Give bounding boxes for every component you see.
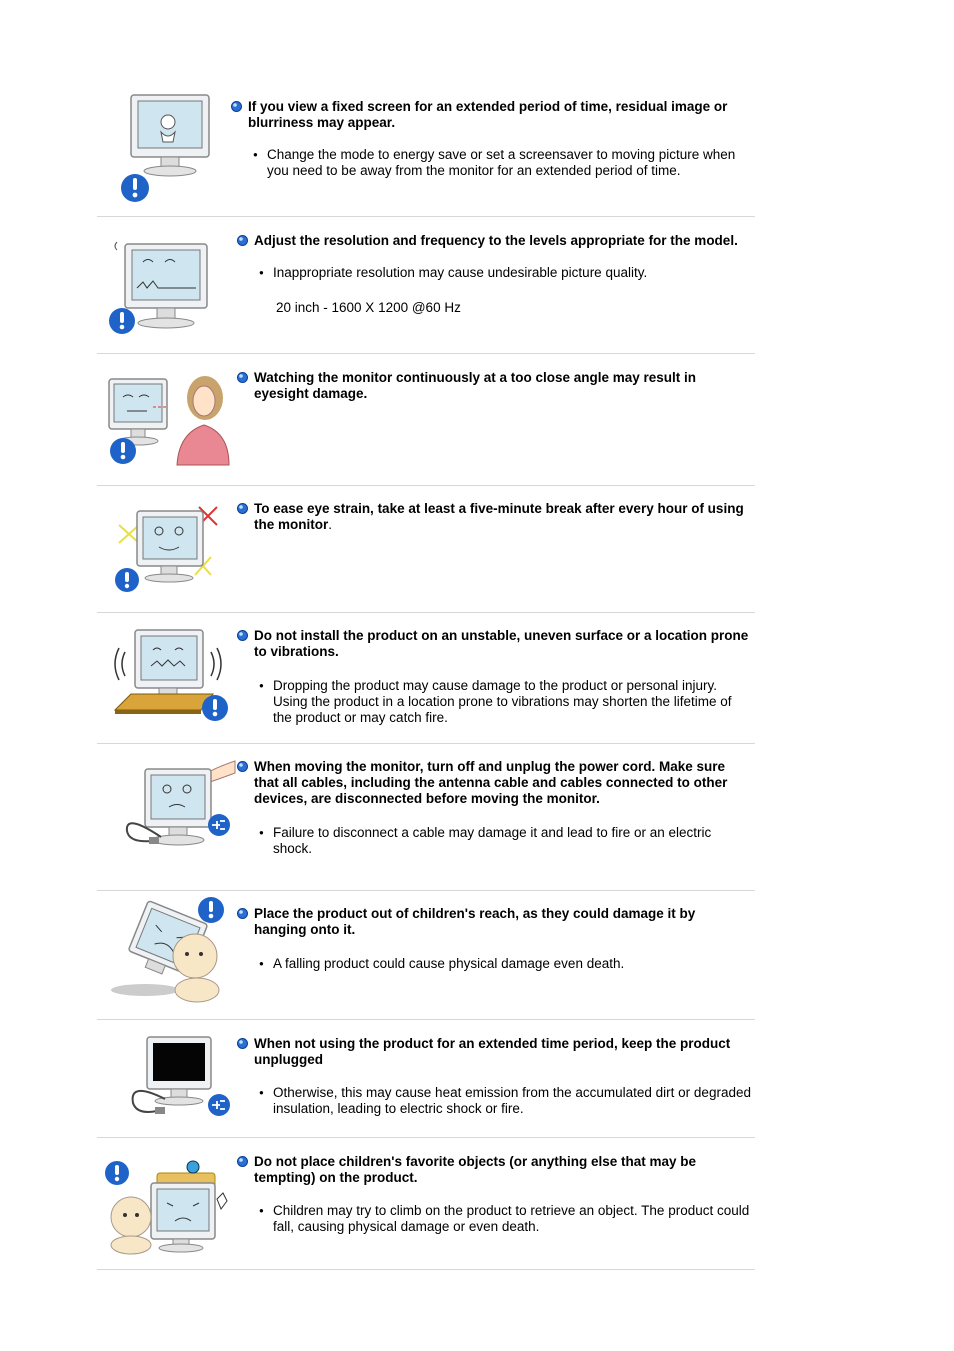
- detail-list: [237, 265, 751, 281]
- warning-section-residual-image: [97, 90, 755, 217]
- detail-list: [237, 1203, 751, 1235]
- section-text: [237, 628, 751, 726]
- monitor-close-angle-illustration: [105, 353, 230, 468]
- monitor-resolution-illustration: [105, 216, 217, 336]
- section-text: [231, 99, 751, 179]
- detail-list: [237, 825, 751, 857]
- monitor-children-reach-illustration: [105, 890, 230, 1005]
- monitor-residual-image-illustration: [105, 90, 217, 208]
- detail-item: ● Children may try to climb on the product to retrieve an object. The product could fall, causing physical damage or even death.: [273, 1203, 751, 1235]
- blue-bullet-icon: [237, 1038, 248, 1049]
- monitor-unplugged-illustration: [105, 1019, 237, 1124]
- resolution-spec: 20 inch - 1600 X 1200 @60 Hz: [276, 300, 461, 315]
- heading-text: Do not place children's favorite objects (or anything else that may be tempting) on the product.: [254, 1154, 697, 1185]
- detail-list: [237, 1085, 751, 1117]
- section-heading: [231, 99, 751, 131]
- blue-bullet-icon: [237, 1156, 248, 1167]
- detail-item: ● Failure to disconnect a cable may damage it and lead to fire or an electric shock.: [273, 825, 751, 857]
- monitor-eye-strain-illustration: [105, 485, 220, 595]
- detail-item: ● Dropping the product may cause damage to the product or personal injury. Using the product in a location prone to vibrations may shorten the lifetime of the product or may catch fire.: [273, 678, 751, 726]
- heading-text: When moving the monitor, turn off and unplug the power cord. Make sure that all cables, including the antenna cable and cables connected to other devices, are disconnected before moving the monitor.: [254, 759, 728, 806]
- warning-section-close-angle: [97, 353, 755, 486]
- blue-bullet-icon: [237, 630, 248, 641]
- blue-bullet-icon: [237, 503, 248, 514]
- blue-bullet-icon: [237, 908, 248, 919]
- section-heading: [237, 1036, 751, 1068]
- section-text: [237, 1154, 751, 1235]
- section-heading: [237, 1154, 751, 1186]
- detail-list: [237, 956, 751, 972]
- heading-text: Watching the monitor continuously at a too close angle may result in eyesight damage.: [254, 370, 697, 401]
- section-text: [237, 370, 751, 402]
- blue-bullet-icon: [237, 372, 248, 383]
- monitor-unplug-illustration: [105, 743, 237, 863]
- warning-section-unplugged: [97, 1019, 755, 1138]
- section-text: [237, 1036, 751, 1117]
- section-text: [237, 501, 751, 533]
- section-text: [237, 906, 751, 972]
- warning-section-resolution: [97, 216, 755, 354]
- heading-text: Adjust the resolution and frequency to the levels appropriate for the model.: [254, 233, 738, 248]
- section-heading: [237, 906, 751, 938]
- heading-text: If you view a fixed screen for an extended period of time, residual image or blurriness may appear.: [248, 99, 728, 130]
- blue-bullet-icon: [237, 235, 248, 246]
- warning-section-eye-strain: [97, 485, 755, 613]
- heading-text: To ease eye strain, take at least a five-minute break after every hour of using the monitor: [254, 501, 744, 532]
- detail-list: [231, 147, 751, 179]
- warning-section-moving-monitor: [97, 743, 755, 891]
- heading-text: When not using the product for an extended time period, keep the product unplugged: [254, 1036, 731, 1067]
- heading-period: .: [328, 517, 333, 532]
- warning-section-tempting-objects: [97, 1137, 755, 1270]
- section-text: [237, 759, 751, 857]
- detail-item: ● Otherwise, this may cause heat emission from the accumulated dirt or degraded insulation, leading to electric shock or fire.: [273, 1085, 751, 1117]
- section-heading: [237, 759, 751, 807]
- detail-item: ● Change the mode to energy save or set a screensaver to moving picture when you need to be away from the monitor for an extended period of time.: [267, 147, 751, 179]
- heading-text: Place the product out of children's reach, as they could damage it by hanging onto it.: [254, 906, 696, 937]
- warning-section-unstable-surface: [97, 612, 755, 744]
- detail-list: [237, 678, 751, 726]
- heading-text: Do not install the product on an unstable, uneven surface or a location prone to vibrations.: [254, 628, 749, 659]
- blue-bullet-icon: [231, 101, 242, 112]
- monitor-tempting-objects-illustration: [105, 1137, 230, 1255]
- section-heading: [237, 233, 751, 249]
- warning-section-children-reach: [97, 890, 755, 1020]
- section-text: [237, 233, 751, 316]
- monitor-unstable-surface-illustration: [105, 612, 230, 727]
- section-heading: [237, 628, 751, 660]
- blue-bullet-icon: [237, 761, 248, 772]
- section-heading: [237, 501, 751, 533]
- detail-item: ● Inappropriate resolution may cause undesirable picture quality.: [273, 265, 751, 281]
- detail-item: ● A falling product could cause physical damage even death.: [273, 956, 751, 972]
- section-heading: [237, 370, 751, 402]
